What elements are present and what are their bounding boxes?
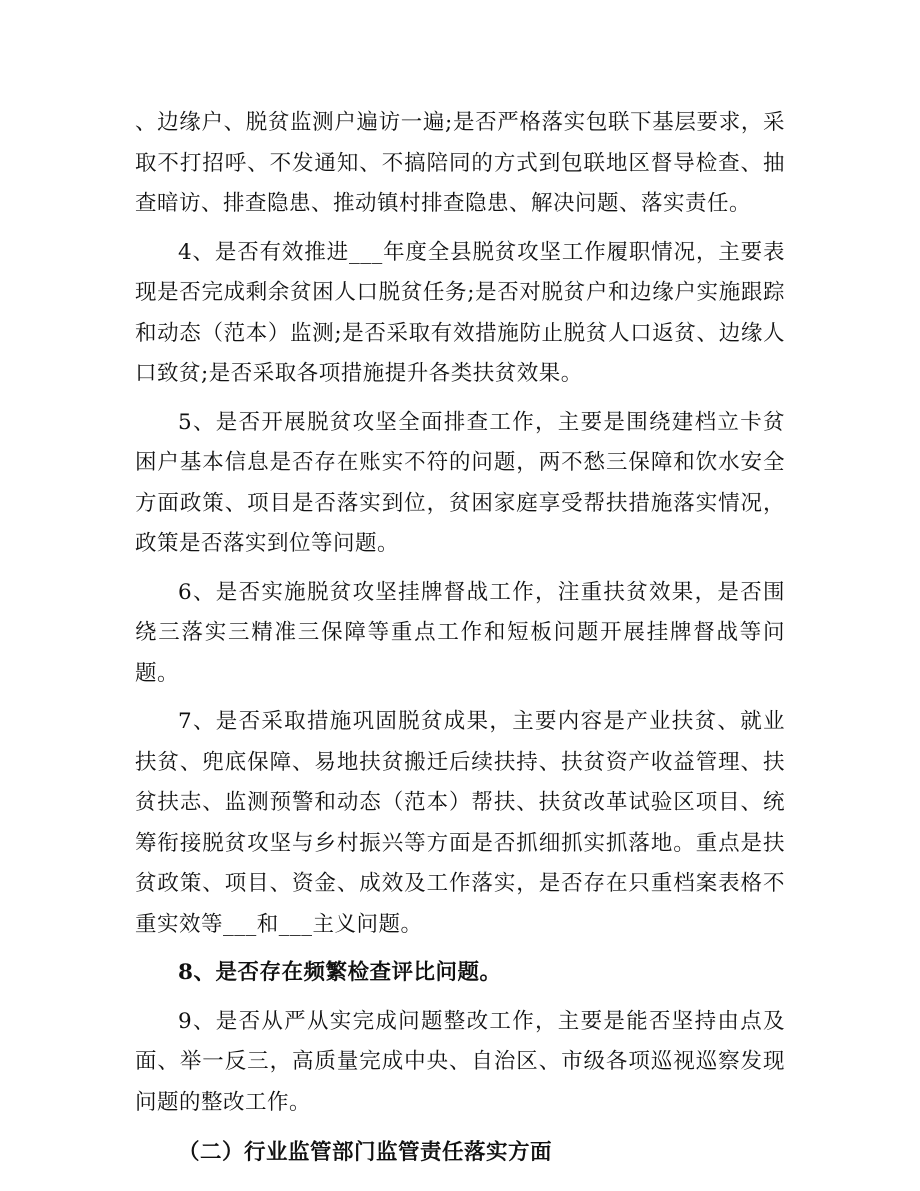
paragraph-item-8: 8、是否存在频繁检查评比问题。 xyxy=(178,960,502,985)
paragraph-item-4: 4、是否有效推进___年度全县脱贫攻坚工作履职情况，主要表现是否完成剩余贫困人口脱贫任务;是否对脱贫户和边缘户实施跟踪和动态（范本）监测;是否采取有效措施防止脱贫人口返贫、边缘人口致贫;是否采取各项措施提升各类扶贫效果。 xyxy=(135,239,785,386)
paragraph-item-6: 6、是否实施脱贫攻坚挂牌督战工作，注重扶贫效果，是否围绕三落实三精准三保障等重点工作和短板问题开展挂牌督战等问题。 xyxy=(135,579,785,686)
section-heading: （二）行业监管部门监管责任落实方面 xyxy=(178,1140,553,1165)
paragraph-item-7: 7、是否采取措施巩固脱贫成果，主要内容是产业扶贫、就业扶贫、兜底保障、易地扶贫搬迁后续扶持、扶贫资产收益管理、扶贫扶志、监测预警和动态（范本）帮扶、扶贫改革试验区项目、统筹衔接脱贫攻坚与乡村振兴等方面是否抓细抓实抓落地。重点是扶贫政策、项目、资金、成效及工作落实，是否存在只重档案表格不重实效等___和___主义问题。 xyxy=(135,709,785,937)
paragraph-continuation: 、边缘户、脱贫监测户遍访一遍;是否严格落实包联下基层要求，采取不打招呼、不发通知、不搞陪同的方式到包联地区督导检查、抽查暗访、排查隐患、推动镇村排查隐患、解决问题、落实责任。 xyxy=(135,110,785,216)
paragraph-item-5: 5、是否开展脱贫攻坚全面排查工作，主要是围绕建档立卡贫困户基本信息是否存在账实不符的问题，两不愁三保障和饮水安全方面政策、项目是否落实到位，贫困家庭享受帮扶措施落实情况，政策是否落实到位等问题。 xyxy=(135,409,785,556)
paragraph-item-9: 9、是否从严从实完成问题整改工作，主要是能否坚持由点及面、举一反三，高质量完成中央、自治区、市级各项巡视巡察发现问题的整改工作。 xyxy=(135,1008,785,1115)
document-body xyxy=(135,103,785,1174)
